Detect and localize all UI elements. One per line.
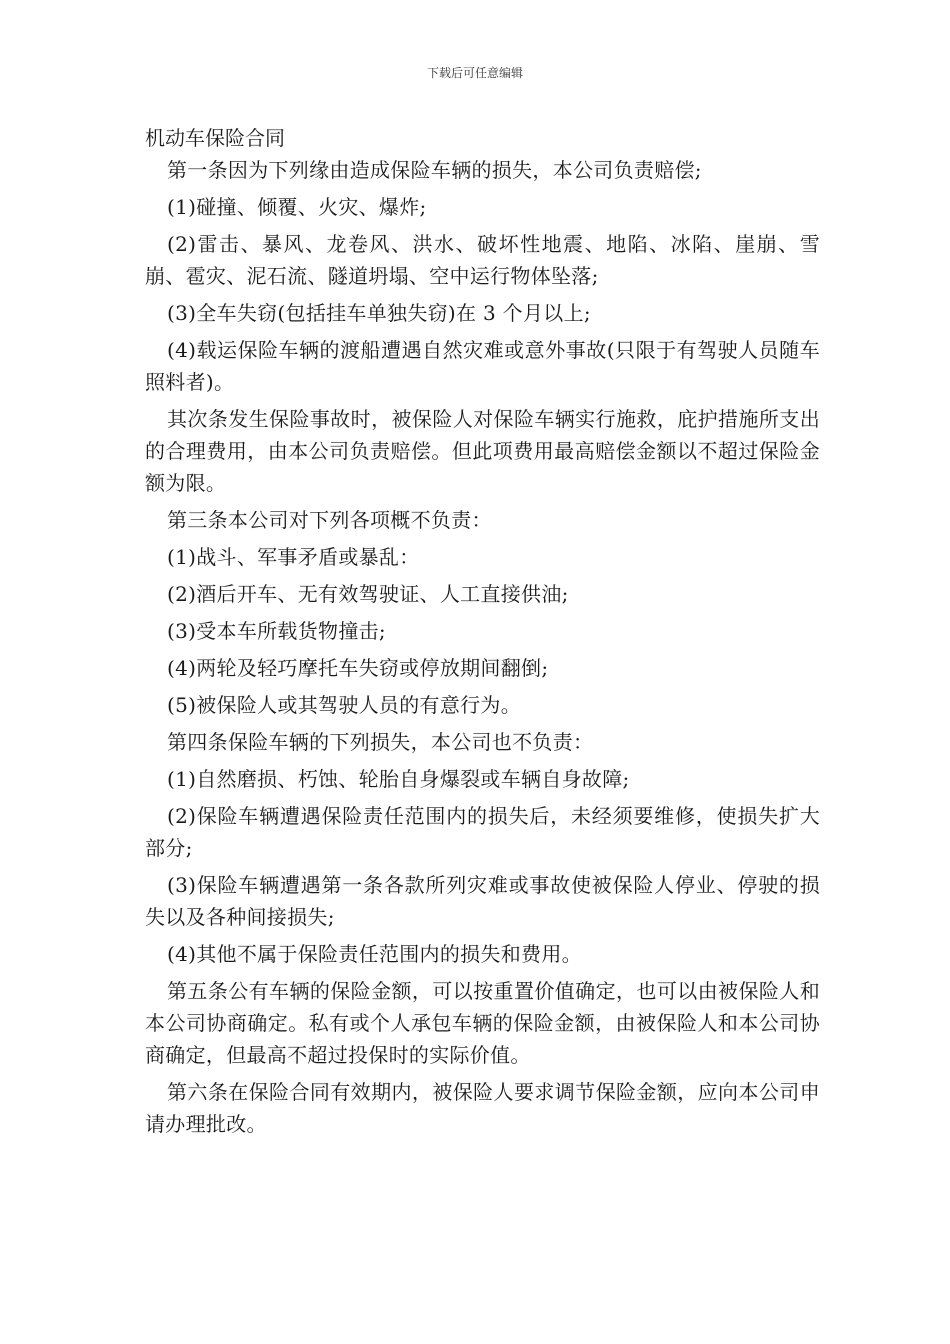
article-6: 第六条在保险合同有效期内，被保险人要求调节保险金额，应向本公司申请办理批改。 [145,1080,820,1136]
article-4-item-3: (3)保险车辆遭遇第一条各款所列灾难或事故使被保险人停业、停驶的损失以及各种间接损失; [145,873,820,929]
article-1: 第一条因为下列缘由造成保险车辆的损失，本公司负责赔偿; [167,158,702,182]
article-3-item-2: (2)酒后开车、无有效驾驶证、人工直接供油; [167,582,569,606]
article-4: 第四条保险车辆的下列损失，本公司也不负责： [167,730,594,754]
article-3-item-1: (1)战斗、军事矛盾或暴乱： [167,545,420,569]
article-1-item-2: (2)雷击、暴风、龙卷风、洪水、破坏性地震、地陷、冰陷、崖崩、雪崩、雹灾、泥石流、隧道坍塌、空中运行物体坠落; [145,232,820,288]
article-3-item-4: (4)两轮及轻巧摩托车失窃或停放期间翻倒; [167,656,549,680]
article-3-item-5: (5)被保险人或其驾驶人员的有意行为。 [167,693,522,717]
document-body [145,122,820,1145]
document-title: 机动车保险合同 [145,126,285,150]
article-1-item-4: (4)载运保险车辆的渡船遭遇自然灾难或意外事故(只限于有驾驶人员随车照料者)。 [145,338,820,394]
article-4-item-2: (2)保险车辆遭遇保险责任范围内的损失后，未经须要维修，使损失扩大部分; [145,804,820,860]
article-3: 第三条本公司对下列各项概不负责： [167,508,492,532]
article-4-item-4: (4)其他不属于保险责任范围内的损失和费用。 [167,942,582,966]
article-1-item-1: (1)碰撞、倾覆、火灾、爆炸; [167,195,427,219]
page-header-note: 下载后可任意编辑 [426,66,523,80]
article-1-item-3: (3)全车失窃(包括挂车单独失窃)在 3 个月以上; [167,301,591,325]
article-3-item-3: (3)受本车所载货物撞击; [167,619,386,643]
article-2: 其次条发生保险事故时，被保险人对保险车辆实行施救，庇护措施所支出的合理费用，由本公司负责赔偿。但此项费用最高赔偿金额以不超过保险金额为限。 [145,407,820,495]
article-4-item-1: (1)自然磨损、朽蚀、轮胎自身爆裂或车辆自身故障; [167,767,630,791]
article-5: 第五条公有车辆的保险金额，可以按重置价值确定，也可以由被保险人和本公司协商确定。私有或个人承包车辆的保险金额，由被保险人和本公司协商确定，但最高不超过投保时的实际价值。 [145,979,820,1067]
